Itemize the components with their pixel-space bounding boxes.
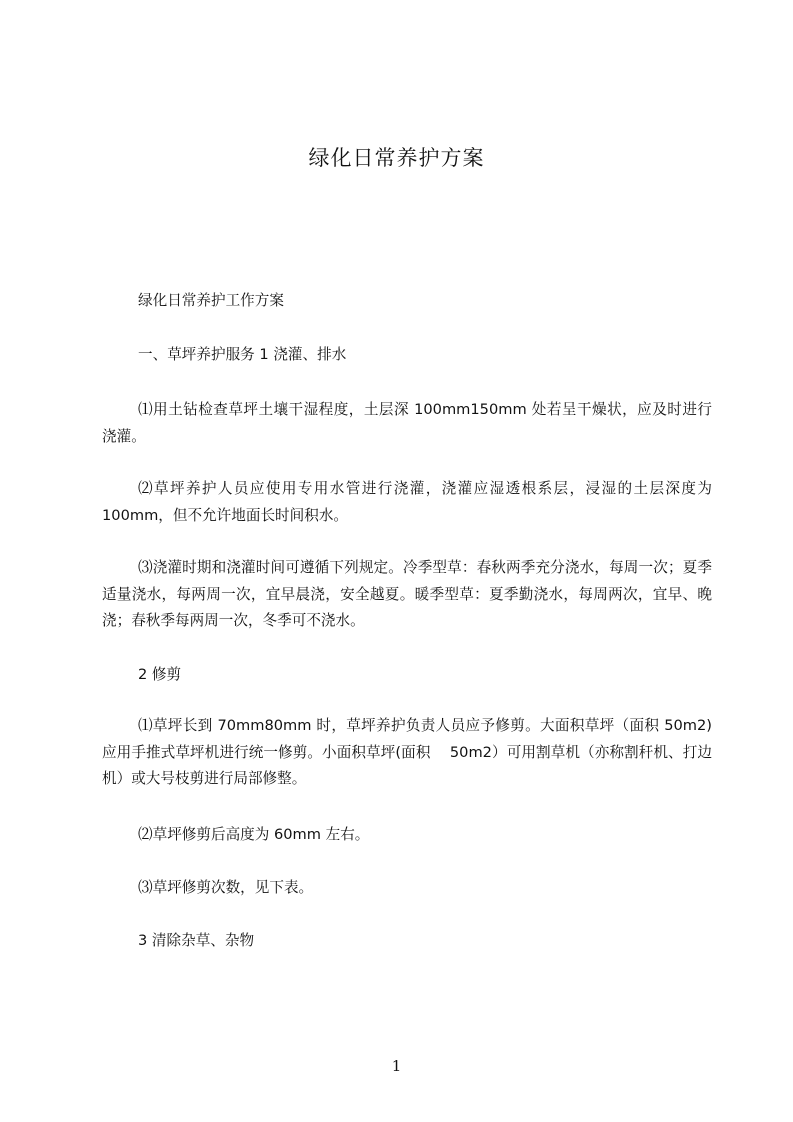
page-number: 1 <box>391 1057 402 1075</box>
paragraph-watering-1: ⑴用土钻检查草坪土壤干湿程度，土层深 100mm150mm 处若呈干燥状，应及时进行浇灌。 <box>102 401 712 445</box>
document-title: 绿化日常养护方案 <box>308 146 485 170</box>
section-heading-mowing: 2 修剪 <box>138 666 182 683</box>
paragraph-mowing-3: ⑶草坪修剪次数，见下表。 <box>138 879 314 896</box>
paragraph-watering-3: ⑶浇灌时期和浇灌时间可遵循下列规定。冷季型草：春秋两季充分浇水，每周一次；夏季适量浇水，每两周一次，宜早晨浇，安全越夏。暖季型草：夏季勤浇水，每周两次，宜早、晚浇；春秋季每两周一次，冬季可不浇水。 <box>102 559 712 629</box>
paragraph-mowing-1: ⑴草坪长到 70mm80mm 时，草坪养护负责人员应予修剪。大面积草坪（面积 50m2)应用手推式草坪机进行统一修剪。小面积草坪(面积 50m2）可用割草机（亦称割秆机、打边机）或大号枝剪进行局部修整。 <box>102 717 712 787</box>
document-subtitle: 绿化日常养护工作方案 <box>138 292 284 309</box>
paragraph-watering-2: ⑵草坪养护人员应使用专用水管进行浇灌，浇灌应湿透根系层，浸湿的土层深度为 100mm，但不允许地面长时间积水。 <box>102 480 712 524</box>
paragraph-mowing-2: ⑵草坪修剪后高度为 60mm 左右。 <box>138 826 370 843</box>
section-heading-weeding: 3 清除杂草、杂物 <box>138 932 255 949</box>
section-heading-lawn-care: 一、草坪养护服务 1 浇灌、排水 <box>138 346 347 363</box>
